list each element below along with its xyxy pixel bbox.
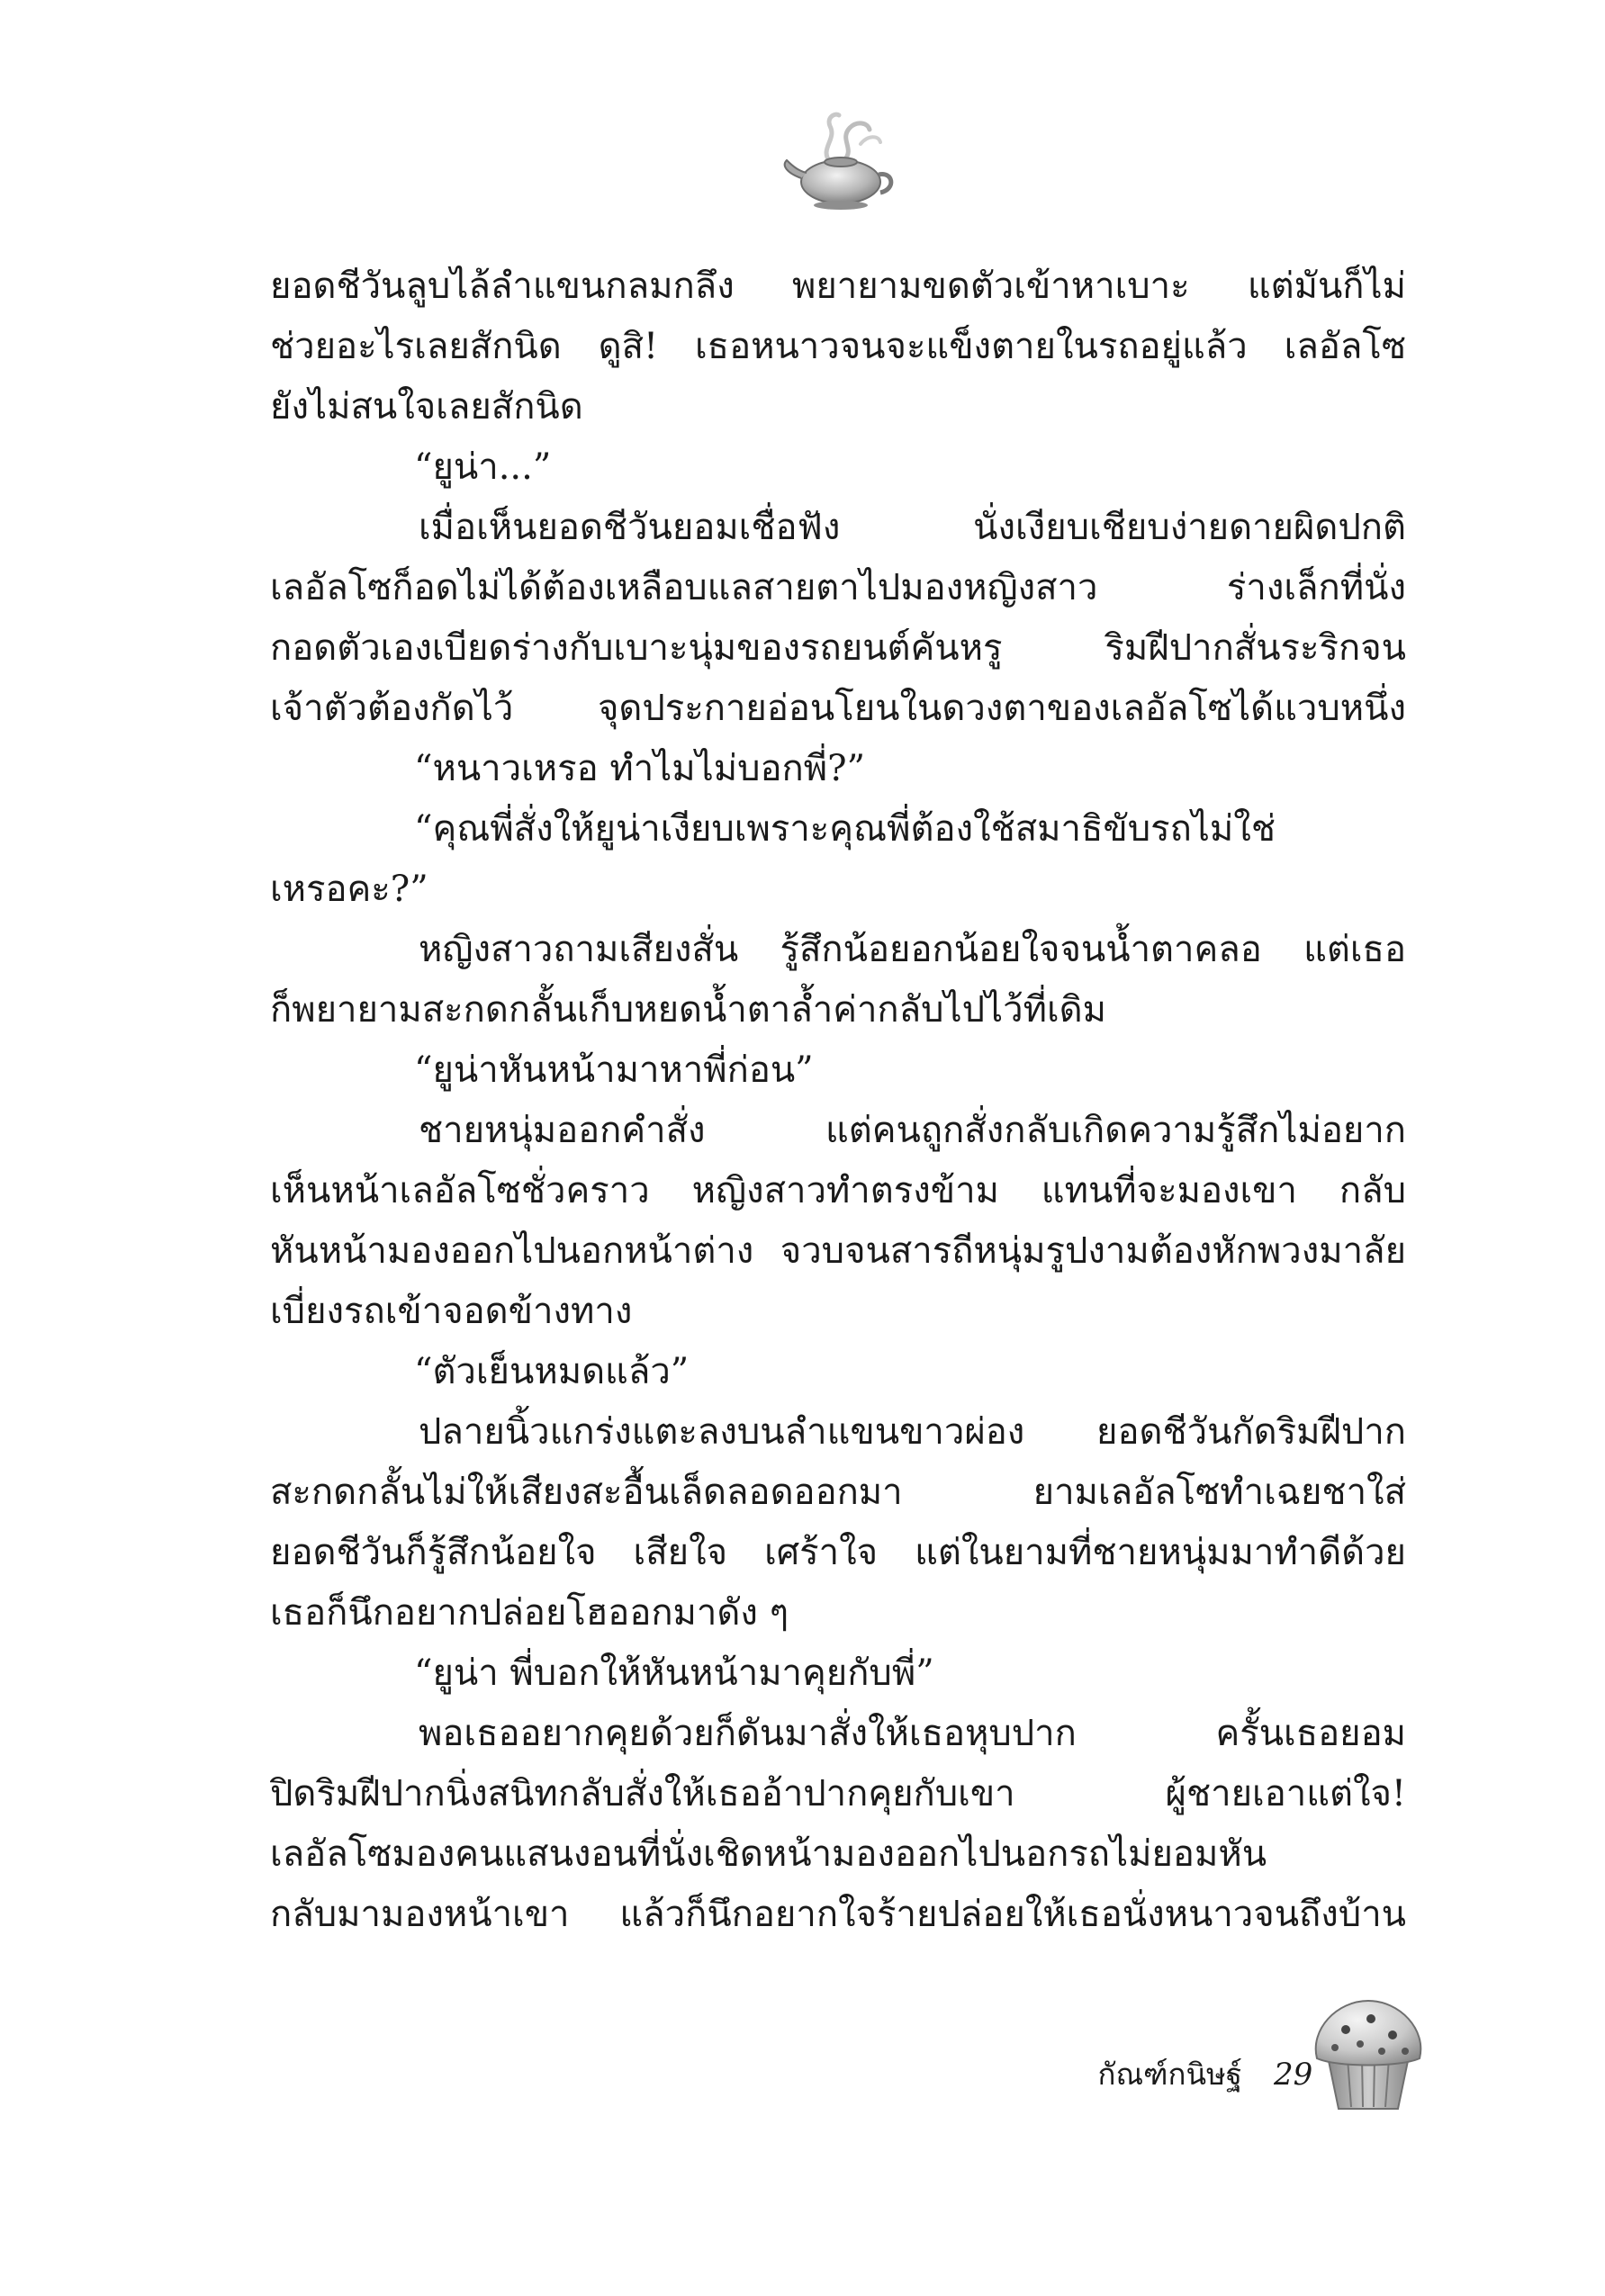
- text-line: พอเธออยากคุยด้วยก็ดันมาสั่งให้เธอหุบปาก ครั้นเธอยอม: [419, 1713, 1406, 1754]
- text-line: ชายหนุ่มออกคำสั่ง แต่คนถูกสั่งกลับเกิดความรู้สึกไม่อยาก: [419, 1110, 1406, 1151]
- author-name: กัณฑ์กนิษฐ์: [1097, 2057, 1242, 2092]
- text-line: เลอัลโซมองคนแสนงอนที่นั่งเชิดหน้ามองออกไปนอกรถไม่ยอมหัน: [270, 1833, 1267, 1875]
- story-body: [270, 257, 1406, 1945]
- text-line: “ยูน่า...”: [414, 446, 552, 488]
- text-line: “คุณพี่สั่งให้ยูน่าเงียบเพราะคุณพี่ต้องใช้สมาธิขับรถไม่ใช่: [414, 808, 1276, 850]
- text-line: ยังไม่สนใจเลยสักนิด: [270, 386, 583, 428]
- text-line: ยอดชีวันลูบไล้ลำแขนกลมกลึง พยายามขดตัวเข้าหาเบาะ แต่มันก็ไม่: [270, 266, 1406, 307]
- text-line: “ยูน่าหันหน้ามาหาพี่ก่อน”: [414, 1049, 814, 1091]
- text-line: ปลายนิ้วแกร่งแตะลงบนลำแขนขาวผ่อง ยอดชีวันกัดริมฝีปาก: [419, 1411, 1406, 1453]
- page-number: 29: [1274, 2057, 1313, 2093]
- text-line: ช่วยอะไรเลยสักนิด ดูสิ! เธอหนาวจนจะแข็งตายในรถอยู่แล้ว เลอัลโซ: [270, 326, 1406, 367]
- text-line: หันหน้ามองออกไปนอกหน้าต่าง จวบจนสารถีหนุ่มรูปงามต้องหักพวงมาลัย: [270, 1230, 1406, 1272]
- teapot-ornament-icon: [774, 108, 909, 216]
- text-line: เลอัลโซก็อดไม่ได้ต้องเหลือบแลสายตาไปมองหญิงสาว ร่างเล็กที่นั่ง: [270, 567, 1406, 608]
- text-line: หญิงสาวถามเสียงสั่น รู้สึกน้อยอกน้อยใจจนน้ำตาคลอ แต่เธอ: [419, 929, 1406, 970]
- text-line: เบี่ยงรถเข้าจอดข้างทาง: [270, 1291, 633, 1332]
- text-line: เห็นหน้าเลอัลโซชั่วคราว หญิงสาวทำตรงข้าม แทนที่จะมองเขา กลับ: [270, 1170, 1406, 1211]
- text-line: กอดตัวเองเบียดร่างกับเบาะนุ่มของรถยนต์คันหรู ริมฝีปากสั่นระริกจน: [270, 627, 1406, 669]
- muffin-icon: [1301, 1985, 1436, 2120]
- text-line: กลับมามองหน้าเขา แล้วก็นึกอยากใจร้ายปล่อยให้เธอนั่งหนาวจนถึงบ้าน: [270, 1894, 1406, 1935]
- text-line: “หนาวเหรอ ทำไมไม่บอกพี่?”: [414, 748, 866, 789]
- text-line: ยอดชีวันก็รู้สึกน้อยใจ เสียใจ เศร้าใจ แต่ในยามที่ชายหนุ่มมาทำดีด้วย: [270, 1532, 1406, 1573]
- text-line: เมื่อเห็นยอดชีวันยอมเชื่อฟัง นั่งเงียบเชียบง่ายดายผิดปกติ: [419, 507, 1406, 548]
- text-line: สะกดกลั้นไม่ให้เสียงสะอื้นเล็ดลอดออกมา ยามเลอัลโซทำเฉยชาใส่: [270, 1472, 1406, 1513]
- text-line: “ตัวเย็นหมดแล้ว”: [414, 1351, 690, 1392]
- text-line: เจ้าตัวต้องกัดไว้ จุดประกายอ่อนโยนในดวงตาของเลอัลโซได้แวบหนึ่ง: [270, 688, 1406, 729]
- text-line: เธอก็นึกอยากปล่อยโฮออกมาดัง ๆ: [270, 1592, 789, 1634]
- text-line: “ยูน่า พี่บอกให้หันหน้ามาคุยกับพี่”: [414, 1652, 934, 1694]
- text-line: ปิดริมฝีปากนิ่งสนิทกลับสั่งให้เธออ้าปากคุยกับเขา ผู้ชายเอาแต่ใจ!: [270, 1773, 1406, 1814]
- text-line: เหรอคะ?”: [270, 869, 428, 910]
- text-line: ก็พยายามสะกดกลั้นเก็บหยดน้ำตาล้ำค่ากลับไปไว้ที่เดิม: [270, 989, 1107, 1031]
